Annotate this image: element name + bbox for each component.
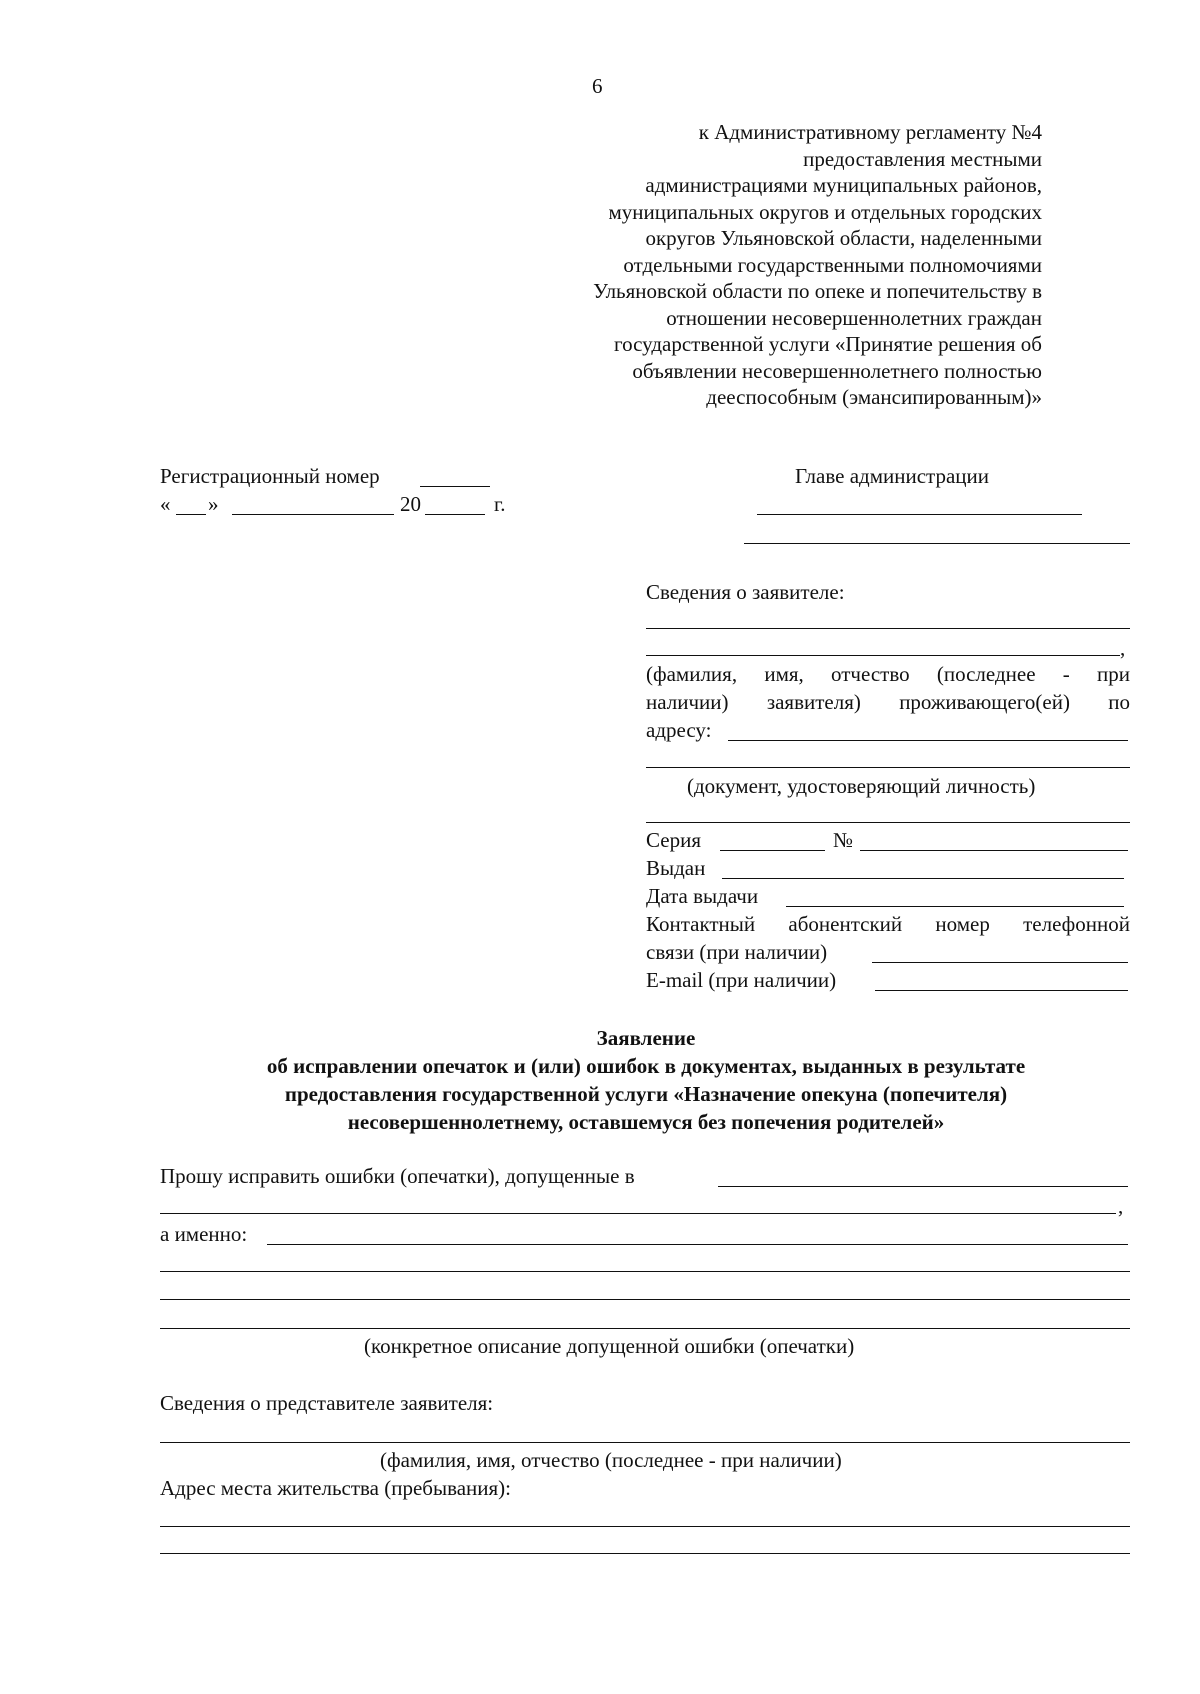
applicant-number-label: № <box>833 828 854 852</box>
statement-subtitle-2: предоставления государственной услуги «Назначение опекуна (попечителя) <box>284 1082 1008 1106</box>
representative-address-label: Адрес места жительства (пребывания): <box>160 1476 512 1500</box>
request-description-hint: (конкретное описание допущенной ошибки (опечатки) <box>364 1334 855 1358</box>
registration-label: Регистрационный номер <box>160 464 380 488</box>
request-label: Прошу исправить ошибки (опечатки), допущенные в <box>160 1164 635 1188</box>
registration-year-suffix: г. <box>494 492 506 516</box>
applicant-issued-label: Выдан <box>646 856 706 880</box>
applicant-fio-field-1[interactable] <box>646 628 1130 629</box>
registration-date-close: » <box>208 492 219 516</box>
statement-title: Заявление <box>596 1026 696 1050</box>
request-comma: , <box>1118 1194 1124 1218</box>
applicant-phone-field[interactable] <box>872 962 1128 963</box>
appendix-header-line: государственной услуги «Принятие решения об <box>614 332 1042 356</box>
applicant-fio-hint-2: наличии) заявителя) проживающего(ей) по <box>646 690 1130 714</box>
representative-heading: Сведения о представителе заявителя: <box>160 1391 494 1415</box>
appendix-header-line: к Административному регламенту №4 <box>698 120 1042 144</box>
request-namely-field-1[interactable] <box>267 1244 1128 1245</box>
registration-number-field[interactable] <box>420 486 490 487</box>
applicant-series-label: Серия <box>646 828 701 852</box>
appendix-header-line: Ульяновской области по опеке и попечительству в <box>593 279 1042 303</box>
applicant-address-field-1[interactable] <box>728 740 1128 741</box>
applicant-fio-comma: , <box>1120 636 1126 660</box>
appendix-header-line: объявлении несовершеннолетнего полностью <box>632 358 1042 383</box>
registration-date-open: « <box>160 492 171 516</box>
registration-year-prefix: 20 <box>400 492 421 516</box>
representative-fio-hint: (фамилия, имя, отчество (последнее - при наличии) <box>380 1448 842 1472</box>
appendix-header-line: администрациями муниципальных районов, <box>645 173 1042 197</box>
request-namely-field-2[interactable] <box>160 1271 1130 1272</box>
applicant-email-field[interactable] <box>875 990 1128 991</box>
appendix-header-line: отдельными государственными полномочиями <box>623 252 1042 277</box>
representative-address-field-1[interactable] <box>160 1526 1130 1527</box>
representative-address-field-2[interactable] <box>160 1553 1130 1554</box>
applicant-address-field-2[interactable] <box>646 767 1130 768</box>
applicant-phone-label-2: связи (при наличии) <box>646 940 828 964</box>
applicant-issued-field[interactable] <box>722 878 1124 879</box>
applicant-phone-label-1: Контактный абонентский номер телефонной <box>646 912 1130 936</box>
registration-month-field[interactable] <box>232 514 394 515</box>
applicant-number-field[interactable] <box>860 850 1128 851</box>
applicant-series-field[interactable] <box>720 850 825 851</box>
appendix-header-line: дееспособным (эмансипированным)» <box>706 385 1042 409</box>
statement-subtitle-3: несовершеннолетнему, оставшемуся без попечения родителей» <box>347 1110 945 1134</box>
appendix-header-line: предоставления местными <box>803 146 1042 171</box>
request-document-field-1[interactable] <box>718 1186 1128 1187</box>
statement-subtitle-1: об исправлении опечаток и (или) ошибок в документах, выданных в результате <box>266 1054 1026 1078</box>
addressee-field-1[interactable] <box>757 514 1082 515</box>
applicant-fio-hint-1: (фамилия, имя, отчество (последнее - при <box>646 662 1130 686</box>
request-namely-field-3[interactable] <box>160 1299 1130 1300</box>
applicant-email-label: E-mail (при наличии) <box>646 968 837 992</box>
addressee-field-2[interactable] <box>744 543 1130 544</box>
applicant-document-hint: (документ, удостоверяющий личность) <box>687 774 1036 798</box>
appendix-header <box>522 118 1042 410</box>
registration-day-field[interactable] <box>176 514 206 515</box>
applicant-document-field[interactable] <box>646 822 1130 823</box>
applicant-issue-date-field[interactable] <box>786 906 1124 907</box>
addressee-label: Главе администрации <box>795 464 990 488</box>
appendix-header-line: отношении несовершеннолетних граждан <box>666 305 1042 330</box>
applicant-address-label: адресу: <box>646 718 712 742</box>
registration-year-field[interactable] <box>425 514 485 515</box>
request-namely-field-4[interactable] <box>160 1328 1130 1329</box>
request-namely-label: а именно: <box>160 1222 248 1246</box>
representative-fio-field[interactable] <box>160 1442 1130 1443</box>
page-number: 6 <box>592 74 603 98</box>
applicant-fio-field-2[interactable] <box>646 655 1120 656</box>
applicant-heading: Сведения о заявителе: <box>646 580 845 604</box>
request-document-field-2[interactable] <box>160 1213 1116 1214</box>
applicant-issue-date-label: Дата выдачи <box>646 884 759 908</box>
appendix-header-line: округов Ульяновской области, наделенными <box>645 226 1042 250</box>
appendix-header-line: муниципальных округов и отдельных городских <box>608 199 1042 224</box>
